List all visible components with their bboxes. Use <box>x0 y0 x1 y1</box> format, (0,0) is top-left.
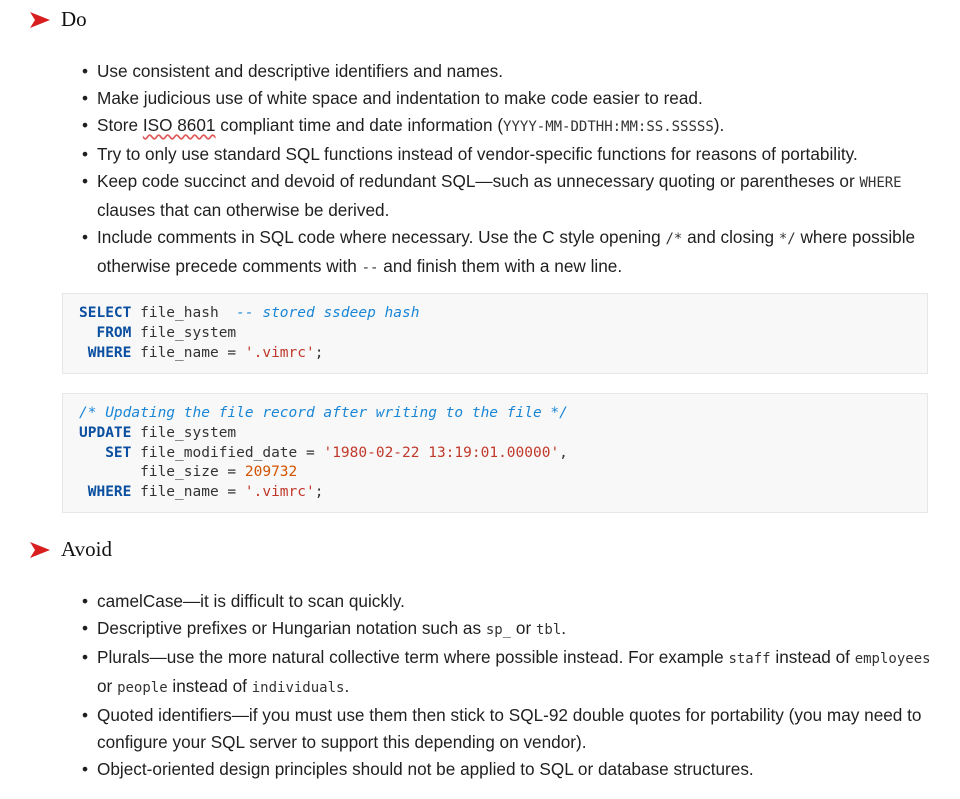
code-line: UPDATE file_system <box>79 424 237 441</box>
bullet-icon: • <box>81 88 89 108</box>
list-item: • camelCase—it is difficult to scan quickly. <box>97 588 942 615</box>
list-item: • Descriptive prefixes or Hungarian notation such as sp_ or tbl. <box>97 615 942 644</box>
bullet-icon: • <box>81 227 89 247</box>
code-line: WHERE file_name = '.vimrc'; <box>87 344 324 361</box>
inline-code: tbl <box>535 622 562 638</box>
do-list <box>81 58 942 282</box>
code-block-update <box>62 393 928 513</box>
bullet-icon: • <box>81 618 89 638</box>
avoid-heading <box>30 536 112 563</box>
list-item: • Plurals—use the more natural collective term where possible instead. For example staff instead of employees or people instead of individuals. <box>97 644 942 702</box>
iso-8601-link[interactable]: ISO 8601 <box>142 115 216 135</box>
bullet-icon: • <box>81 759 89 779</box>
bullet-icon: • <box>81 144 89 164</box>
bullet-icon: • <box>81 591 89 611</box>
list-item: • Make judicious use of white space and indentation to make code easier to read. <box>97 85 942 112</box>
bullet-icon: • <box>81 61 89 81</box>
inline-code: WHERE <box>859 175 902 191</box>
do-heading <box>30 6 87 33</box>
avoid-list <box>81 588 942 783</box>
list-item: • Quoted identifiers—if you must use them then stick to SQL-92 double quotes for portability (you may need to configure your SQL server to support this depending on vendor). <box>97 702 942 756</box>
inline-code: YYYY-MM-DDTHH:MM:SS.SSSSS <box>503 119 714 135</box>
list-item: • Include comments in SQL code where necessary. Use the C style opening /* and closing */ where possible otherwise precede comments with -- and finish them with a new line. <box>97 224 942 282</box>
inline-code: staff <box>728 651 771 667</box>
inline-code: employees <box>854 651 931 667</box>
bullet-icon: • <box>81 171 89 191</box>
bullet-icon: • <box>81 705 89 725</box>
code-line: SELECT file_hash -- stored ssdeep hash <box>79 305 420 321</box>
code-line: WHERE file_name = '.vimrc'; <box>87 484 324 501</box>
code-line: SET file_modified_date = '1980-02-22 13:19:01.00000', <box>105 444 568 461</box>
list-item: • Object-oriented design principles should not be applied to SQL or database structures. <box>97 756 942 783</box>
inline-code: /* <box>665 231 683 247</box>
bullet-icon: • <box>81 115 89 135</box>
inline-code: individuals <box>251 680 345 696</box>
code-line: file_size = 209732 <box>79 464 298 481</box>
list-item: • Keep code succinct and devoid of redundant SQL—such as unnecessary quoting or parentheses or WHERE clauses that can otherwise be derived. <box>97 168 942 224</box>
list-item: • Store ISO 8601 compliant time and date information (YYYY-MM-DDTHH:MM:SS.SSSSS). <box>97 112 942 141</box>
avoid-heading-text: Avoid <box>61 537 112 561</box>
list-item: • Try to only use standard SQL functions instead of vendor-specific functions for reasons of portability. <box>97 141 942 168</box>
code-line: /* Updating the file record after writing to the file */ <box>79 405 568 421</box>
do-heading-text: Do <box>61 7 87 31</box>
inline-code: sp_ <box>485 622 512 638</box>
list-item: • Use consistent and descriptive identifiers and names. <box>97 58 942 85</box>
inline-code: */ <box>778 231 796 247</box>
code-line: FROM file_system <box>96 324 237 341</box>
red-arrow-icon <box>30 542 50 558</box>
code-block-select <box>62 293 928 374</box>
red-arrow-icon <box>30 12 50 28</box>
inline-code: people <box>117 680 168 696</box>
bullet-icon: • <box>81 647 89 667</box>
inline-code: -- <box>361 260 379 276</box>
